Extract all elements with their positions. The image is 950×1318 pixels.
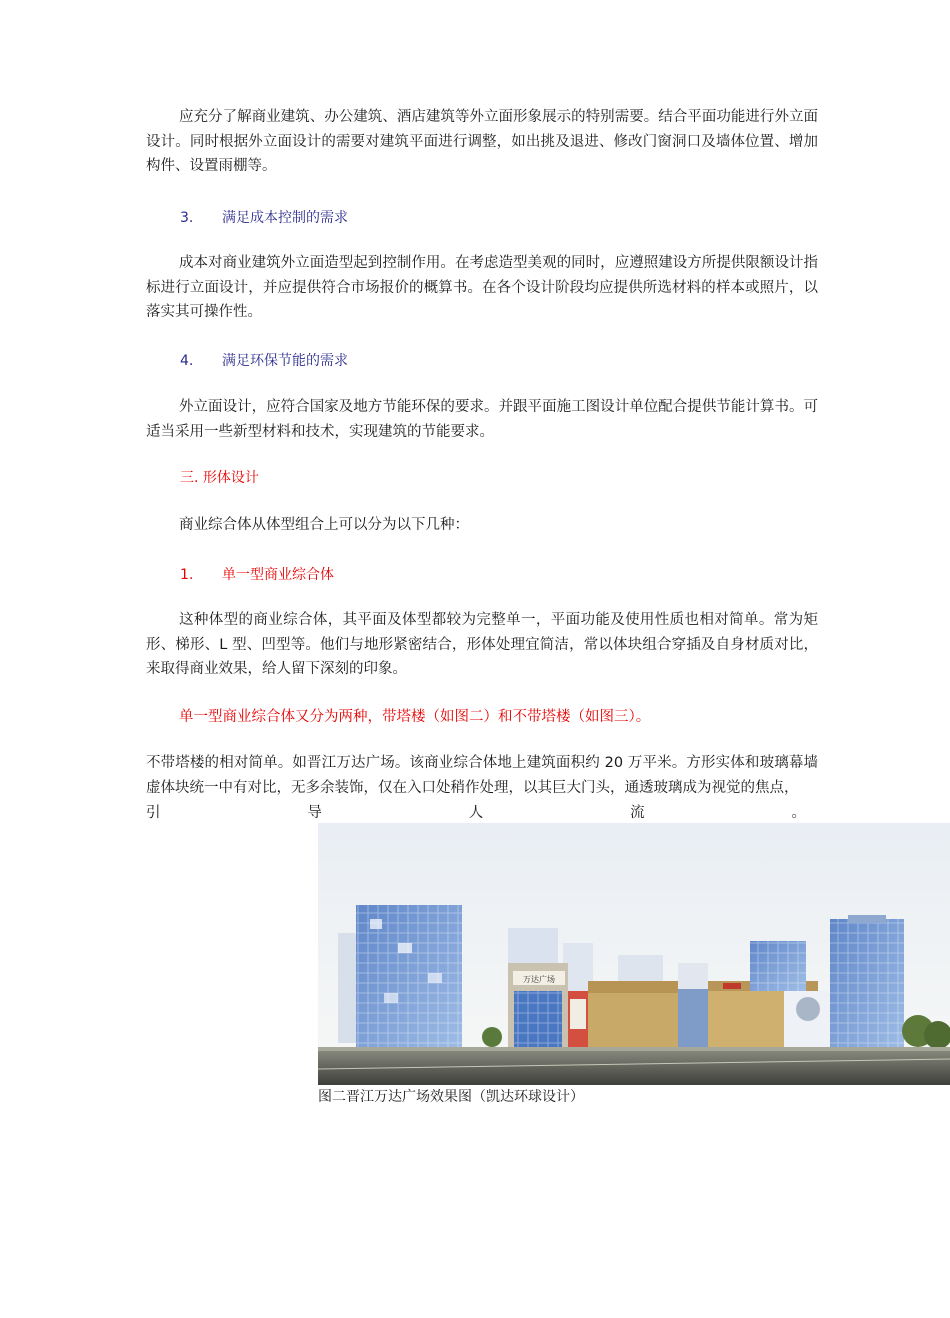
paragraph-cost: 成本对商业建筑外立面造型起到控制作用。在考虑造型美观的同时，应遵照建设方所提供限额设计指标进行立面设计，并应提供符合市场报价的概算书。在各个设计阶段均应提供所选材料的样本或照片，以落实其可操作性。: [146, 255, 818, 320]
heading-single-type: [180, 565, 334, 585]
paragraph-two-kinds: 单一型商业综合体又分为两种，带塔楼（如图二）和不带塔楼（如图三）。: [179, 709, 651, 725]
heading-cost-control: [180, 208, 348, 228]
spread-char: 导: [307, 805, 322, 821]
heading-energy: [180, 351, 348, 371]
figure-caption: 图二晋江万达广场效果图（凯达环球设计）: [318, 1089, 584, 1105]
paragraph-single-type: 这种体型的商业综合体，其平面及体型都较为完整单一，平面功能及使用性质也相对简单。常为矩形、梯形、L 型、凹型等。他们与地形紧密结合，形体处理宜简洁，常以体块组合穿插及自身材质对比，来取得商业效果，给人留下深刻的印象。: [146, 612, 818, 677]
heading-number: 4.: [180, 353, 194, 369]
paragraph-energy: 外立面设计，应符合国家及地方节能环保的要求。并跟平面施工图设计单位配合提供节能计算书。可适当采用一些新型材料和技术，实现建筑的节能要求。: [146, 399, 818, 440]
paragraph-spread-line: [146, 803, 806, 823]
building-rendering-image: [318, 823, 950, 1085]
spread-char: 。: [791, 805, 806, 821]
paragraph-jinjiang-example: 不带塔楼的相对简单。如晋江万达广场。该商业综合体地上建筑面积约 20 万平米。方形实体和玻璃幕墙虚体块统一中有对比，无多余装饰，仅在入口处稍作处理，以其巨大门头，通透玻璃成为视觉的焦点，: [146, 755, 818, 796]
paragraph-facade-needs: 应充分了解商业建筑、办公建筑、酒店建筑等外立面形象展示的特别需要。结合平面功能进行外立面设计。同时根据外立面设计的需要对建筑平面进行调整，如出挑及退进、修改门窗洞口及墙体位置、增加构件、设置雨棚等。: [146, 109, 818, 174]
paragraph-intro-types: 商业综合体从体型组合上可以分为以下几种：: [179, 517, 469, 533]
figure-wanda-plaza-rendering: [318, 823, 950, 1085]
heading-text: 满足成本控制的需求: [222, 210, 348, 226]
heading-text: 单一型商业综合体: [222, 567, 334, 583]
spread-char: 引: [146, 805, 161, 821]
sign-text: 万达广场: [523, 975, 555, 984]
spread-char: 流: [630, 805, 645, 821]
heading-number: 3.: [180, 210, 194, 226]
spread-char: 人: [468, 805, 484, 821]
section-heading-form-design: 三. 形体设计: [180, 470, 259, 486]
heading-number: 1.: [180, 567, 194, 583]
heading-text: 满足环保节能的需求: [222, 353, 348, 369]
